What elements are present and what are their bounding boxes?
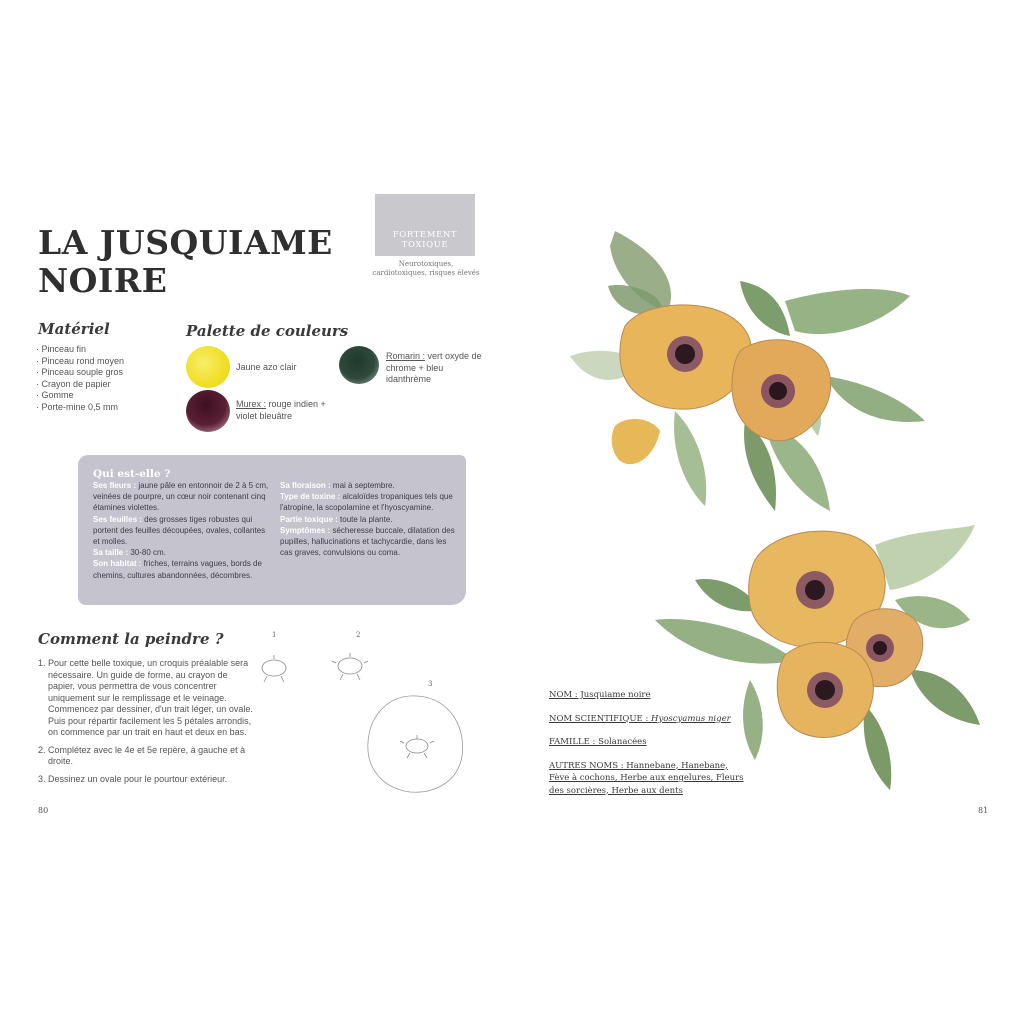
materiel-item: · Crayon de papier <box>36 379 124 391</box>
swatch-romarin-desc: vert oxyde de chrome + bleu idanthrème <box>386 351 482 384</box>
fact-label: Ses feuilles : <box>93 514 142 524</box>
steps-list <box>38 658 256 791</box>
fact-label: Type de toxine : <box>280 492 341 502</box>
fact-text: jaune pâle en entonnoir de 2 à 5 cm, veinées de pourpre, un cœur noir contenant cinq étamines violettes. <box>93 481 269 513</box>
swatch-yellow <box>186 346 230 388</box>
materiel-item: · Pinceau fin <box>36 344 124 356</box>
materiel-item: · Pinceau souple gros <box>36 367 124 379</box>
fact-habitat <box>93 558 269 580</box>
swatch-yellow-label <box>236 362 297 374</box>
swatch-murex <box>186 390 230 432</box>
page-number-right: 81 <box>978 806 989 815</box>
swatch-murex-name: Murex : <box>236 399 267 409</box>
swatch-murex-label <box>236 399 336 422</box>
swatch-romarin <box>339 346 379 384</box>
fact-label: Son habitat : <box>93 559 142 569</box>
fact-label: Sa floraison : <box>280 481 331 490</box>
fact-floraison <box>280 480 456 491</box>
materiel-item: · Gomme <box>36 390 124 402</box>
info-autres-noms: AUTRES NOMS : Hannebane, Hanebane, Fève à cochons, Herbe aux engelures, Fleurs des sorcières, Herbe aux dents <box>549 760 744 796</box>
info-nom: NOM : Jusquiame noire <box>549 690 651 700</box>
swatch-romarin-name: Romarin : <box>386 351 426 361</box>
info-nom-scientifique <box>549 713 749 726</box>
materiel-item: · Pinceau rond moyen <box>36 356 124 368</box>
swatch-murex-desc: rouge indien + violet bleuâtre <box>236 399 326 421</box>
step-item: 1. Pour cette belle toxique, un croquis préalable sera nécessaire. Un guide de forme, au crayon de papier, vous permettra de vous concentrer uniquement sur le remplissage et le veinage. Commencez par dessiner, d'un trait léger, un ovale. Puis pour répartir facilement les 5 pétales arrondis, on commence par un trait en haut et deux en bas. <box>38 658 253 737</box>
info-nom-sci-label: NOM SCIENTIFIQUE : <box>549 713 652 724</box>
title-line-1: LA JUSQUIAME <box>38 223 333 262</box>
fact-text: sécheresse buccale, dilatation des pupilles, hallucinations et tachycardie, dans les cas graves, convulsions ou coma. <box>280 525 455 558</box>
materiel-heading: Matériel <box>38 320 110 338</box>
step-item: 3. Dessinez un ovale pour le pourtour extérieur. <box>38 773 228 784</box>
fact-text: des grosses tiges robustes qui portent des feuilles découpées, ovales, collantes et molles. <box>93 514 266 547</box>
step-item: 2. Complétez avec le 4e et 5e repère, à gauche et à droite. <box>38 744 246 766</box>
swatch-romarin-label <box>386 351 484 386</box>
fact-feuilles <box>93 514 269 548</box>
comment-heading: Comment la peindre ? <box>38 630 224 648</box>
sketch-step-3 <box>362 690 472 800</box>
toxicity-badge <box>375 194 475 256</box>
sketch-step-2 <box>328 648 378 688</box>
title-line-2: NOIRE <box>38 261 168 300</box>
fact-label: Sa taille : <box>93 548 129 558</box>
info-famille: FAMILLE : Solanacées <box>549 737 647 747</box>
fact-taille <box>93 547 269 558</box>
sketch-label-1: 1 <box>272 631 277 639</box>
fact-symptomes <box>280 525 456 559</box>
qui-est-elle-heading: Qui est-elle ? <box>93 468 171 480</box>
sketch-step-1 <box>252 648 302 688</box>
fact-label: Partie toxique : <box>280 514 338 524</box>
toxicity-badge-line2: TOXIQUE <box>401 240 449 250</box>
fact-partie-toxique <box>280 514 456 525</box>
fact-text: alcaloïdes tropaniques tels que l'atropine, la scopolamine et l'hyoscyamine. <box>280 492 453 513</box>
fact-toxine <box>280 491 456 513</box>
swatch-yellow-desc: Jaune azo clair <box>236 362 297 372</box>
fact-text: friches, terrains vagues, bords de chemins, cultures abandonnées, décombres. <box>93 559 262 580</box>
plant-info-block <box>549 689 749 808</box>
toxicity-caption: Neurotoxiques, cardiotoxiques, risques élevés <box>372 260 480 277</box>
page-title <box>38 224 333 300</box>
fact-text: 30-80 cm. <box>128 548 166 558</box>
fact-label: Ses fleurs : <box>93 481 137 490</box>
palette-heading: Palette de couleurs <box>186 322 349 340</box>
fact-fleurs <box>93 480 269 514</box>
henbane-illustration-top <box>560 226 930 516</box>
fact-label: Symptômes : <box>280 525 331 535</box>
sketch-label-3: 3 <box>428 680 433 688</box>
qui-left-column <box>93 480 269 581</box>
materiel-list <box>36 344 124 414</box>
qui-right-column <box>280 480 456 558</box>
fact-text: toute la plante. <box>337 514 393 524</box>
fact-text: mai à septembre. <box>330 481 395 490</box>
toxicity-badge-line1: FORTEMENT <box>392 230 458 240</box>
materiel-item: · Porte-mine 0,5 mm <box>36 402 124 414</box>
sketch-label-2: 2 <box>356 631 361 639</box>
info-nom-sci-value: Hyoscyamus niger <box>651 713 731 724</box>
page-number-left: 80 <box>38 806 49 815</box>
